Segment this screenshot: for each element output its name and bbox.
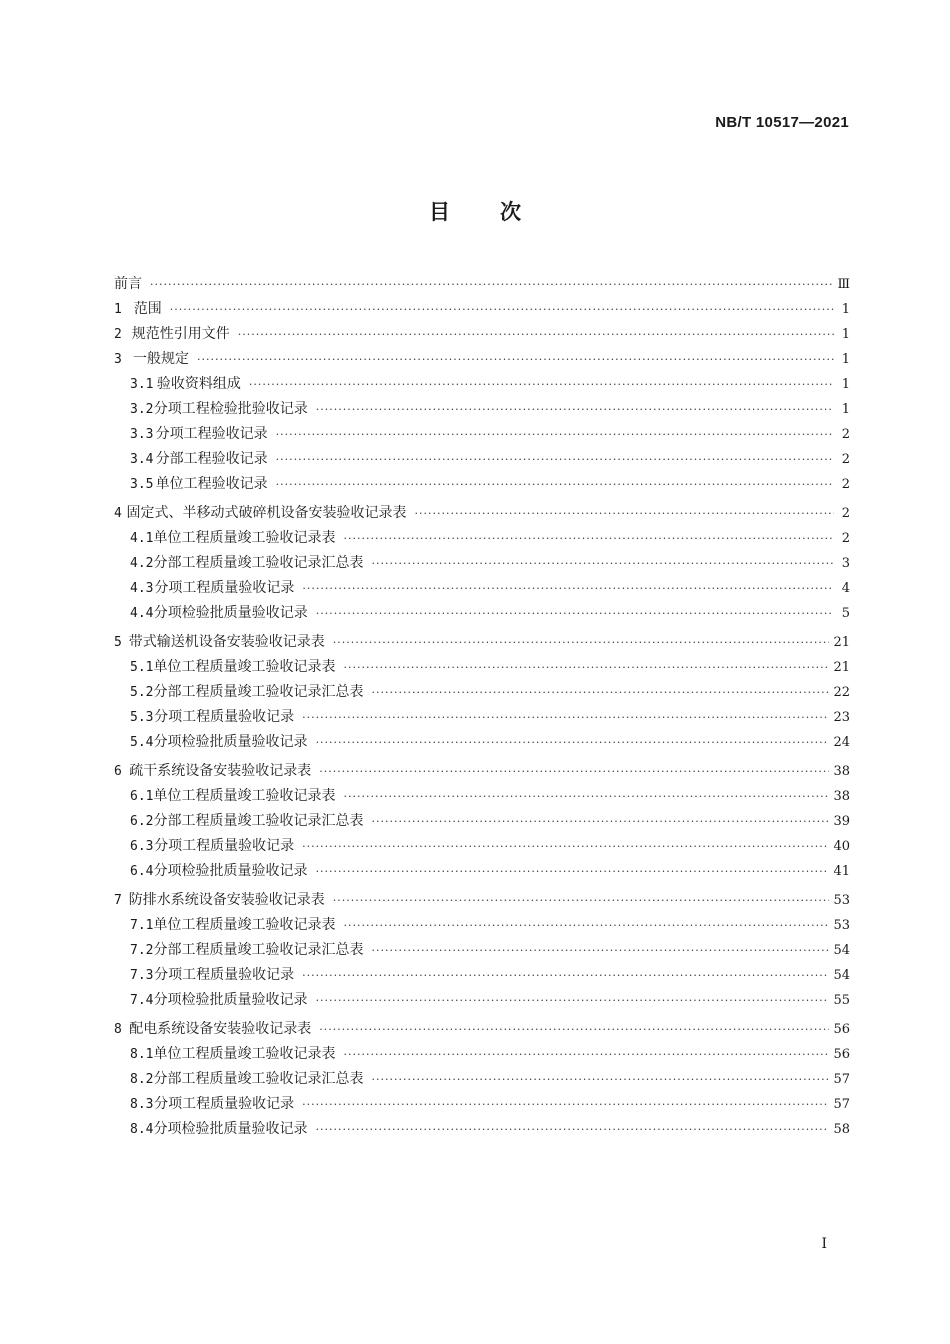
toc-leader-dots bbox=[150, 272, 833, 297]
toc-leader-dots bbox=[319, 759, 829, 784]
toc-entry-number: 8.2 bbox=[130, 1072, 154, 1087]
toc-entry-page: 54 bbox=[833, 943, 850, 958]
toc-entry-label: 单位工程验收记录 bbox=[155, 476, 268, 492]
toc-leader-dots bbox=[343, 526, 834, 551]
toc-leader-dots bbox=[302, 834, 829, 859]
page-number: I bbox=[821, 1236, 827, 1252]
toc-entry-label: 带式输送机设备安装验收记录表 bbox=[128, 634, 325, 650]
toc-entry-page: 38 bbox=[833, 789, 850, 804]
toc-section-entry[interactable] bbox=[114, 397, 850, 422]
toc-entry-number: 7.3 bbox=[130, 968, 154, 983]
toc-chapter-entry[interactable] bbox=[114, 630, 850, 655]
toc-leader-dots bbox=[371, 680, 829, 705]
toc-section-entry[interactable] bbox=[114, 730, 850, 755]
toc-entry-number: 4 bbox=[114, 506, 122, 521]
toc-section-entry[interactable] bbox=[114, 680, 850, 705]
toc-leader-dots bbox=[316, 730, 830, 755]
toc-entry-label: 分项检验批质量验收记录 bbox=[153, 992, 308, 1008]
toc-entry-page: 21 bbox=[833, 660, 850, 675]
toc-entry-number: 7.1 bbox=[130, 918, 154, 933]
toc-section-entry[interactable] bbox=[114, 834, 850, 859]
toc-entry-label: 分项工程验收记录 bbox=[155, 426, 268, 442]
toc-leader-dots bbox=[333, 630, 830, 655]
toc-leader-dots bbox=[249, 372, 834, 397]
toc-entry-page: 56 bbox=[833, 1047, 850, 1062]
toc-entry-number: 5 bbox=[114, 635, 122, 650]
toc-chapter-entry[interactable] bbox=[114, 322, 850, 347]
toc-entry-page: 57 bbox=[833, 1097, 850, 1112]
toc-entry-number: 6.4 bbox=[130, 864, 154, 879]
toc-entry-number: 8.4 bbox=[130, 1122, 154, 1137]
toc-leader-dots bbox=[371, 938, 829, 963]
toc-leader-dots bbox=[316, 1117, 830, 1142]
toc-entry-number: 6 bbox=[114, 764, 122, 779]
toc-entry-number: 8 bbox=[114, 1022, 122, 1037]
toc-leader-dots bbox=[316, 859, 830, 884]
toc-section-entry[interactable] bbox=[114, 938, 850, 963]
page-title: 目次 bbox=[429, 200, 571, 224]
table-of-contents bbox=[114, 272, 850, 1142]
toc-entry-label: 单位工程质量竣工验收记录表 bbox=[153, 1046, 336, 1062]
toc-entry-page: Ⅲ bbox=[837, 277, 850, 292]
toc-entry-number: 3.5 bbox=[130, 477, 154, 492]
toc-entry-page: 1 bbox=[841, 377, 850, 392]
toc-entry-page: 58 bbox=[833, 1122, 850, 1137]
toc-entry-number: 3.4 bbox=[130, 452, 154, 467]
toc-entry-label: 固定式、半移动式破碎机设备安装验收记录表 bbox=[126, 505, 407, 521]
toc-entry-page: 1 bbox=[841, 327, 850, 342]
toc-entry-page: 39 bbox=[833, 814, 850, 829]
toc-leader-dots bbox=[316, 988, 830, 1013]
toc-section-entry[interactable] bbox=[114, 1042, 850, 1067]
toc-entry-label: 分项工程质量验收记录 bbox=[154, 580, 295, 596]
toc-entry-label: 分部工程质量竣工验收记录汇总表 bbox=[153, 942, 364, 958]
toc-entry-page: 54 bbox=[833, 968, 850, 983]
toc-leader-dots bbox=[302, 705, 829, 730]
toc-entry-page: 22 bbox=[833, 685, 850, 700]
toc-leader-dots bbox=[170, 297, 834, 322]
toc-entry-label: 分项检验批质量验收记录 bbox=[153, 1121, 308, 1137]
toc-entry-page: 5 bbox=[841, 606, 850, 621]
toc-leader-dots bbox=[316, 601, 834, 626]
toc-entry-number: 3.1 bbox=[130, 377, 154, 392]
toc-entry-label: 分项检验批质量验收记录 bbox=[153, 863, 308, 879]
toc-entry-number: 8.1 bbox=[130, 1047, 154, 1062]
toc-entry-number: 4.3 bbox=[130, 581, 154, 596]
toc-chapter-entry[interactable] bbox=[114, 501, 850, 526]
toc-section-entry[interactable] bbox=[114, 526, 850, 551]
toc-entry-page: 1 bbox=[841, 302, 850, 317]
toc-entry-page: 4 bbox=[841, 581, 850, 596]
toc-entry-label: 分部工程质量竣工验收记录汇总表 bbox=[153, 813, 364, 829]
toc-section-entry[interactable] bbox=[114, 422, 850, 447]
toc-entry-page: 38 bbox=[833, 764, 850, 779]
toc-leader-dots bbox=[276, 472, 834, 497]
toc-leader-dots bbox=[343, 913, 829, 938]
toc-leader-dots bbox=[302, 963, 829, 988]
toc-entry-number: 4.1 bbox=[130, 531, 154, 546]
toc-entry-page: 2 bbox=[841, 452, 850, 467]
toc-entry-page: 3 bbox=[841, 556, 850, 571]
toc-entry-label: 分部工程质量竣工验收记录汇总表 bbox=[153, 555, 364, 571]
toc-leader-dots bbox=[371, 809, 829, 834]
toc-entry-number: 4.4 bbox=[130, 606, 154, 621]
toc-section-entry[interactable] bbox=[114, 1067, 850, 1092]
toc-entry-number: 3.2 bbox=[130, 402, 154, 417]
toc-leader-dots bbox=[276, 447, 834, 472]
toc-leader-dots bbox=[343, 655, 829, 680]
toc-section-entry[interactable] bbox=[114, 988, 850, 1013]
toc-entry-label: 范围 bbox=[133, 301, 162, 317]
toc-entry-page: 55 bbox=[833, 993, 850, 1008]
toc-section-entry[interactable] bbox=[114, 1092, 850, 1117]
toc-section-entry[interactable] bbox=[114, 372, 850, 397]
toc-entry-page: 53 bbox=[833, 918, 850, 933]
toc-entry-page: 2 bbox=[841, 477, 850, 492]
toc-leader-dots bbox=[343, 784, 829, 809]
toc-entry-label: 配电系统设备安装验收记录表 bbox=[129, 1021, 312, 1037]
toc-chapter-entry[interactable] bbox=[114, 297, 850, 322]
toc-entry-page: 53 bbox=[833, 893, 850, 908]
toc-section-entry[interactable] bbox=[114, 576, 850, 601]
toc-entry-label: 单位工程质量竣工验收记录表 bbox=[153, 530, 336, 546]
toc-section-entry[interactable] bbox=[114, 784, 850, 809]
toc-leader-dots bbox=[197, 347, 834, 372]
toc-entry-page: 1 bbox=[841, 352, 850, 367]
toc-entry-number: 1 bbox=[114, 302, 122, 317]
toc-entry-number: 6.2 bbox=[130, 814, 154, 829]
toc-entry-label: 分项检验批质量验收记录 bbox=[153, 605, 308, 621]
toc-entry-label: 单位工程质量竣工验收记录表 bbox=[153, 788, 336, 804]
toc-entry-number: 8.3 bbox=[130, 1097, 154, 1112]
toc-chapter-entry[interactable] bbox=[114, 1017, 850, 1042]
toc-entry-label: 分项检验批质量验收记录 bbox=[153, 734, 308, 750]
toc-section-entry[interactable] bbox=[114, 551, 850, 576]
toc-leader-dots bbox=[276, 422, 834, 447]
toc-entry-label: 单位工程质量竣工验收记录表 bbox=[153, 917, 336, 933]
toc-section-entry[interactable] bbox=[114, 913, 850, 938]
toc-section-entry[interactable] bbox=[114, 447, 850, 472]
toc-entry-label: 分部工程质量竣工验收记录汇总表 bbox=[153, 1071, 364, 1087]
toc-leader-dots bbox=[333, 888, 830, 913]
toc-chapter-entry[interactable] bbox=[114, 272, 850, 297]
toc-chapter-entry[interactable] bbox=[114, 347, 850, 372]
toc-entry-label: 验收资料组成 bbox=[156, 376, 241, 392]
toc-entry-label: 分项工程质量验收记录 bbox=[154, 838, 295, 854]
toc-entry-page: 2 bbox=[841, 531, 850, 546]
toc-entry-label: 分部工程质量竣工验收记录汇总表 bbox=[153, 684, 364, 700]
toc-section-entry[interactable] bbox=[114, 472, 850, 497]
toc-entry-label: 前言 bbox=[114, 276, 142, 292]
toc-entry-label: 单位工程质量竣工验收记录表 bbox=[153, 659, 336, 675]
toc-entry-page: 40 bbox=[833, 839, 850, 854]
toc-entry-number: 5.4 bbox=[130, 735, 154, 750]
toc-entry-label: 分项工程质量验收记录 bbox=[154, 967, 295, 983]
toc-section-entry[interactable] bbox=[114, 1117, 850, 1142]
toc-entry-page: 2 bbox=[841, 427, 850, 442]
toc-entry-number: 4.2 bbox=[130, 556, 154, 571]
standard-code: NB/T 10517—2021 bbox=[715, 114, 849, 131]
toc-section-entry[interactable] bbox=[114, 601, 850, 626]
toc-entry-number: 6.1 bbox=[130, 789, 154, 804]
toc-leader-dots bbox=[302, 576, 834, 601]
toc-leader-dots bbox=[319, 1017, 829, 1042]
toc-leader-dots bbox=[302, 1092, 829, 1117]
toc-entry-page: 41 bbox=[833, 864, 850, 879]
toc-entry-page: 2 bbox=[841, 506, 850, 521]
toc-section-entry[interactable] bbox=[114, 963, 850, 988]
toc-entry-label: 规范性引用文件 bbox=[131, 326, 230, 342]
toc-entry-page: 21 bbox=[833, 635, 850, 650]
toc-entry-label: 分项工程检验批验收记录 bbox=[153, 401, 308, 417]
toc-leader-dots bbox=[316, 397, 834, 422]
toc-entry-page: 24 bbox=[833, 735, 850, 750]
toc-entry-number: 3 bbox=[114, 352, 122, 367]
toc-leader-dots bbox=[371, 551, 834, 576]
toc-chapter-entry[interactable] bbox=[114, 759, 850, 784]
toc-entry-number: 5.1 bbox=[130, 660, 154, 675]
toc-entry-number: 7 bbox=[114, 893, 122, 908]
toc-entry-label: 分项工程质量验收记录 bbox=[154, 1096, 295, 1112]
toc-section-entry[interactable] bbox=[114, 859, 850, 884]
toc-entry-page: 57 bbox=[833, 1072, 850, 1087]
toc-entry-number: 7.4 bbox=[130, 993, 154, 1008]
toc-entry-number: 6.3 bbox=[130, 839, 154, 854]
toc-leader-dots bbox=[371, 1067, 829, 1092]
toc-entry-page: 23 bbox=[833, 710, 850, 725]
toc-section-entry[interactable] bbox=[114, 655, 850, 680]
toc-section-entry[interactable] bbox=[114, 705, 850, 730]
toc-entry-label: 一般规定 bbox=[132, 351, 189, 367]
toc-section-entry[interactable] bbox=[114, 809, 850, 834]
toc-entry-label: 疏干系统设备安装验收记录表 bbox=[129, 763, 312, 779]
toc-entry-label: 分部工程验收记录 bbox=[155, 451, 268, 467]
toc-entry-label: 分项工程质量验收记录 bbox=[154, 709, 295, 725]
toc-entry-number: 2 bbox=[114, 327, 122, 342]
toc-leader-dots bbox=[343, 1042, 829, 1067]
toc-entry-page: 56 bbox=[833, 1022, 850, 1037]
toc-leader-dots bbox=[415, 501, 835, 526]
toc-chapter-entry[interactable] bbox=[114, 888, 850, 913]
toc-entry-number: 7.2 bbox=[130, 943, 154, 958]
toc-entry-page: 1 bbox=[841, 402, 850, 417]
toc-entry-label: 防排水系统设备安装验收记录表 bbox=[128, 892, 325, 908]
toc-entry-number: 5.3 bbox=[130, 710, 154, 725]
toc-leader-dots bbox=[238, 322, 834, 347]
toc-entry-number: 3.3 bbox=[130, 427, 154, 442]
toc-entry-number: 5.2 bbox=[130, 685, 154, 700]
